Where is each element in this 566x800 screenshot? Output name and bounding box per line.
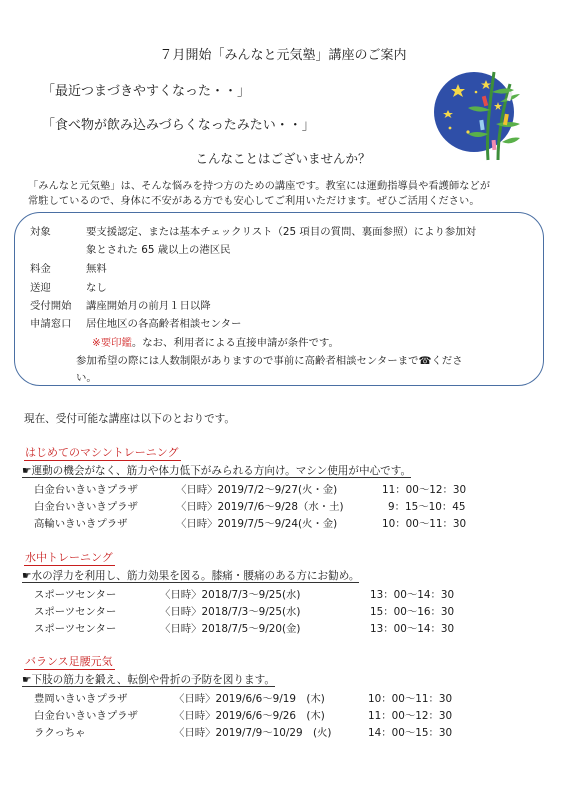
course-row-time: 11：00～12：30 bbox=[382, 484, 467, 496]
tanabata-illustration bbox=[428, 62, 528, 162]
reception-value: 講座開始月の前月１日以降 bbox=[86, 300, 211, 312]
course-row-date: 〈日時〉2019/6/6～9/26 (木) bbox=[174, 710, 325, 722]
pickup-value: なし bbox=[86, 282, 107, 294]
course-title-water: 水中トレーニング bbox=[25, 551, 113, 564]
seal-required: 要印鑑 bbox=[100, 337, 132, 349]
quote-stumble: 「最近つまづきやすくなった・・」 bbox=[42, 84, 251, 99]
intro-line-1: 「みんなと元気塾」は、そんな悩みを持つ方のための講座です。教室には運動指導員や看護師などが bbox=[28, 181, 491, 192]
bamboo-moon-icon bbox=[428, 62, 528, 162]
course-row-date: 〈日時〉2018/7/3～9/25(水) bbox=[160, 589, 301, 601]
target-value-line-2: 象とされた 65 歳以上の港区民 bbox=[86, 244, 231, 256]
reception-label: 受付開始 bbox=[30, 300, 72, 312]
course-title-balance: バランス足腰元気 bbox=[25, 655, 113, 668]
current-courses-text: 現在、受付可能な講座は以下のとおりです。 bbox=[24, 413, 236, 425]
course-row-place: ラクっちゃ bbox=[34, 727, 86, 739]
course-row-place: スポーツセンター bbox=[34, 623, 117, 635]
page-title: ７月開始「みんなと元気塾」講座のご案内 bbox=[159, 48, 407, 63]
course-row-date: 〈日時〉2018/7/5～9/20(金) bbox=[160, 623, 301, 635]
intro-line-2: 常駐しているので、身体に不安がある方でも安心してご利用いただけます。ぜひご活用ください。 bbox=[28, 196, 480, 207]
course-row-time: 13：00～14：30 bbox=[370, 623, 455, 635]
course-row-date: 〈日時〉2019/6/6～9/19 (木) bbox=[174, 693, 325, 705]
course-row-time: 11：00～12：30 bbox=[368, 710, 453, 722]
course-row-place: 高輪いきいきプラザ bbox=[34, 518, 128, 530]
course-row-time: 13：00～14：30 bbox=[370, 589, 455, 601]
target-value-line-1: 要支援認定、または基本チェックリスト（25 項目の質問、裏面参照）により参加対 bbox=[86, 226, 477, 238]
course-row-time: 14：00～15：30 bbox=[368, 727, 453, 739]
fee-value: 無料 bbox=[86, 263, 107, 275]
course-row-time: 15：00～16：30 bbox=[370, 606, 455, 618]
course-title-machine: はじめてのマシントレーニング bbox=[25, 446, 179, 459]
limit-note-line-1: 参加希望の際には人数制限がありますので事前に高齢者相談センターまで☎くださ bbox=[76, 355, 463, 367]
course-desc-machine: ☛運動の機会がなく、筋力や体力低下がみられる方向け。マシン使用が中心です。 bbox=[22, 465, 412, 477]
course-row-time: 10：00～11：30 bbox=[382, 518, 467, 530]
course-row-time: 9：15～10：45 bbox=[388, 501, 466, 513]
apply-value: 居住地区の各高齢者相談センター bbox=[86, 318, 242, 330]
pickup-label: 送迎 bbox=[30, 282, 51, 294]
note-rest: 。なお、利用者による直接申請が条件です。 bbox=[131, 337, 339, 349]
course-row-time: 10：00～11：30 bbox=[368, 693, 453, 705]
target-label: 対象 bbox=[30, 226, 51, 238]
fee-label: 料金 bbox=[30, 263, 51, 275]
course-row-place: 白金台いきいきプラザ bbox=[34, 484, 138, 496]
course-row-date: 〈日時〉2019/7/9～10/29 (火) bbox=[174, 727, 332, 739]
course-row-place: スポーツセンター bbox=[34, 606, 117, 618]
course-desc-balance: ☛下肢の筋力を鍛え、転倒や骨折の予防を図ります。 bbox=[22, 674, 275, 686]
limit-note-line-2: い。 bbox=[76, 372, 97, 384]
course-row-date: 〈日時〉2018/7/3～9/25(水) bbox=[160, 606, 301, 618]
course-row-date: 〈日時〉2019/7/6～9/28（水・土) bbox=[176, 501, 344, 513]
course-row-place: 白金台いきいきプラザ bbox=[34, 710, 138, 722]
seal-note bbox=[92, 334, 339, 349]
question-text: こんなことはございませんか？ bbox=[195, 151, 371, 166]
course-row-place: 白金台いきいきプラザ bbox=[34, 501, 138, 513]
quote-swallow: 「食べ物が飲み込みづらくなったみたい・・」 bbox=[42, 118, 315, 133]
course-row-place: スポーツセンター bbox=[34, 589, 117, 601]
course-row-date: 〈日時〉2019/7/5～9/24(火・金) bbox=[176, 518, 338, 530]
course-row-date: 〈日時〉2019/7/2～9/27(火・金) bbox=[176, 484, 338, 496]
note-mark: ※ bbox=[92, 337, 101, 349]
course-desc-water: ☛水の浮力を利用し、筋力効果を図る。膝痛・腰痛のある方にお勧め。 bbox=[22, 570, 360, 582]
course-row-place: 豊岡いきいきプラザ bbox=[34, 693, 128, 705]
apply-label: 申請窓口 bbox=[30, 318, 72, 330]
